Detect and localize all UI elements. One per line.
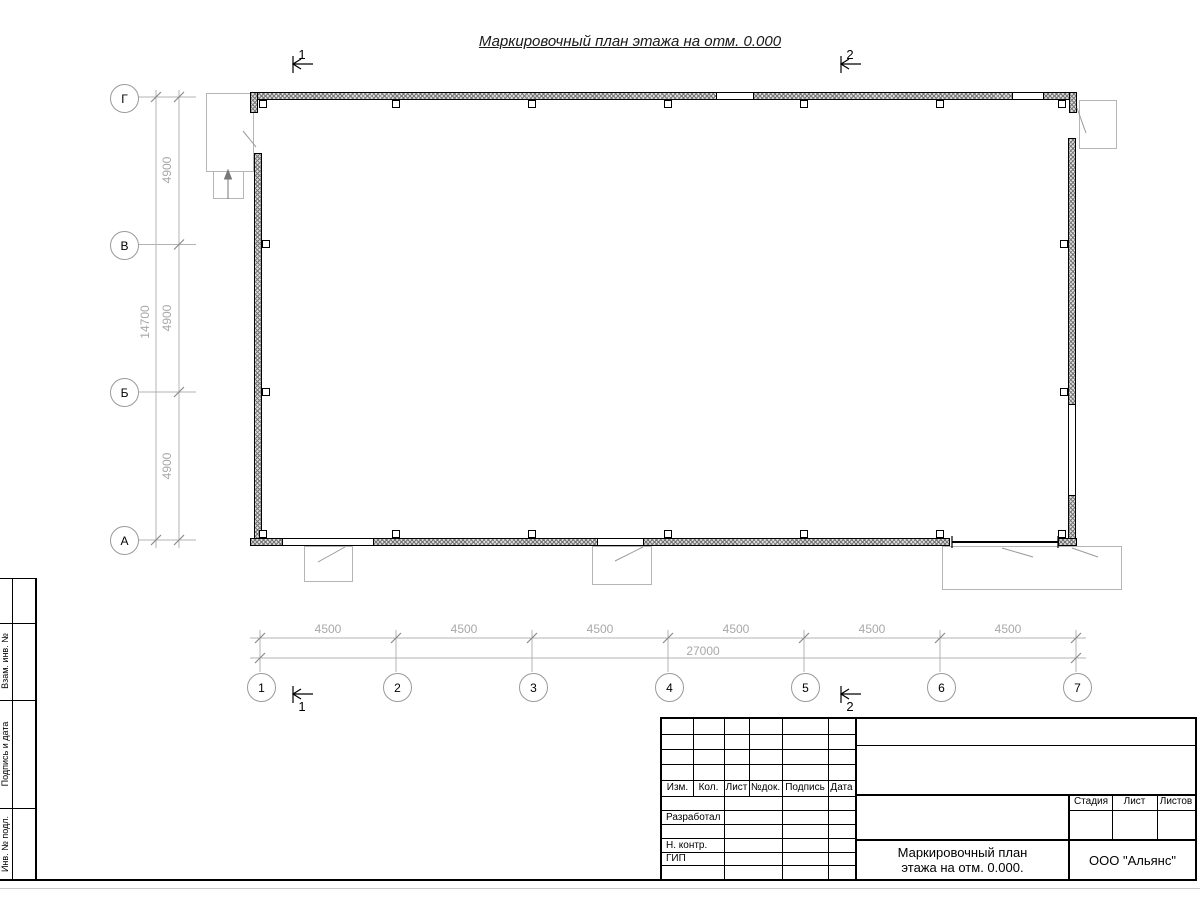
tb-line bbox=[724, 719, 725, 879]
tb-line bbox=[662, 796, 855, 797]
tb-line bbox=[662, 824, 855, 825]
axis-circle-3 bbox=[519, 673, 548, 702]
tb-company-name: ООО "Альянс" bbox=[1089, 852, 1176, 868]
dimension-lines bbox=[136, 90, 1086, 672]
axis-label: В bbox=[120, 238, 129, 253]
tb-line bbox=[1068, 810, 1195, 811]
axis-label: 7 bbox=[1074, 680, 1081, 695]
axis-label: 3 bbox=[530, 680, 537, 695]
axis-circle-4 bbox=[655, 673, 684, 702]
tb-line bbox=[662, 810, 855, 811]
dim-4500: 4500 bbox=[450, 622, 478, 636]
axis-label: А bbox=[120, 533, 129, 548]
tb-line bbox=[828, 719, 829, 879]
axis-circle-v bbox=[110, 231, 139, 260]
tb-line bbox=[662, 865, 855, 866]
tb-col-kol: Кол. bbox=[698, 782, 719, 793]
tb-col-ndok: №док. bbox=[750, 782, 781, 793]
axis-circle-g bbox=[110, 84, 139, 113]
tb-col-podpis: Подпись bbox=[785, 782, 825, 793]
frame-graph-label: Инв. № подл. bbox=[0, 815, 10, 873]
tb-doc-title-line2: этажа на отм. 0.000. bbox=[901, 860, 1024, 875]
dim-4900: 4900 bbox=[160, 156, 174, 184]
section-mark-2-label: 2 bbox=[846, 699, 854, 714]
dim-4500: 4500 bbox=[994, 622, 1022, 636]
axis-circle-1 bbox=[247, 673, 276, 702]
tb-col-list: Лист bbox=[725, 782, 748, 793]
tb-line bbox=[662, 852, 855, 853]
axis-label: 5 bbox=[802, 680, 809, 695]
dim-total-14700: 14700 bbox=[138, 305, 152, 339]
dim-4500: 4500 bbox=[858, 622, 886, 636]
tb-stage: Стадия bbox=[1073, 796, 1109, 807]
dim-4900: 4900 bbox=[160, 304, 174, 332]
tb-role-gip: ГИП bbox=[666, 853, 686, 864]
tb-line bbox=[662, 780, 855, 781]
axis-circle-2 bbox=[383, 673, 412, 702]
axis-label: 1 bbox=[258, 680, 265, 695]
dim-4500: 4500 bbox=[722, 622, 750, 636]
frame-line bbox=[0, 578, 37, 579]
tb-doc-title bbox=[857, 841, 1068, 879]
sheet-edge-line bbox=[0, 888, 1200, 889]
tb-line bbox=[662, 838, 855, 839]
frame-graph-label: Подпись и дата bbox=[0, 721, 10, 787]
tb-sheet: Лист bbox=[1123, 796, 1146, 807]
tb-line bbox=[855, 745, 1195, 746]
axis-label: Б bbox=[120, 385, 129, 400]
entry-direction-arrow-icon bbox=[225, 170, 232, 199]
tb-col-data: Дата bbox=[830, 782, 853, 793]
frame-graph-label: Взам. инв. № bbox=[0, 633, 10, 689]
title-block bbox=[660, 717, 1197, 881]
section-mark-1-label: 1 bbox=[298, 699, 306, 714]
section-mark-2-label: 2 bbox=[846, 47, 854, 62]
axis-circle-7 bbox=[1063, 673, 1092, 702]
dim-total-27000: 27000 bbox=[686, 644, 720, 658]
dim-4500: 4500 bbox=[314, 622, 342, 636]
axis-label: Г bbox=[121, 91, 128, 106]
axis-circle-b bbox=[110, 378, 139, 407]
axis-circle-6 bbox=[927, 673, 956, 702]
dim-4500: 4500 bbox=[586, 622, 614, 636]
door-swing-lines bbox=[243, 108, 1098, 562]
tb-line bbox=[662, 764, 855, 765]
drawing-title: Маркировочный план этажа на отм. 0.000 bbox=[478, 33, 782, 50]
gate-line bbox=[952, 536, 1058, 548]
axis-circle-5 bbox=[791, 673, 820, 702]
frame-line bbox=[0, 700, 37, 701]
axis-label: 2 bbox=[394, 680, 401, 695]
tb-company bbox=[1070, 841, 1195, 879]
section-mark-1-label: 1 bbox=[298, 47, 306, 62]
dim-4900: 4900 bbox=[160, 452, 174, 480]
tb-line bbox=[662, 749, 855, 750]
tb-col-izm: Изм. bbox=[666, 782, 689, 793]
axis-label: 6 bbox=[938, 680, 945, 695]
axis-circle-a bbox=[110, 526, 139, 555]
frame-line bbox=[0, 623, 37, 624]
tb-line bbox=[782, 719, 783, 879]
tb-role-developer: Разработал bbox=[666, 812, 721, 823]
tb-sheets: Листов bbox=[1159, 796, 1193, 807]
tb-doc-title-line1: Маркировочный план bbox=[897, 845, 1028, 860]
tb-line bbox=[662, 734, 855, 735]
axis-label: 4 bbox=[666, 680, 673, 695]
dimension-ticks bbox=[151, 92, 1081, 663]
tb-role-ncontrol: Н. контр. bbox=[666, 840, 708, 851]
